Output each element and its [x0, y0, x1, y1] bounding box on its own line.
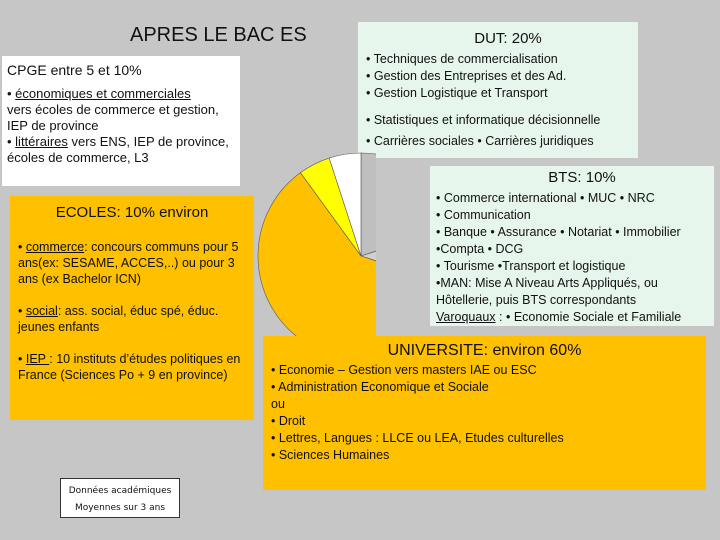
dut-line: • Gestion des Entreprises et des Ad. — [366, 69, 567, 83]
dut-line: • Carrières sociales • Carrières juridiques — [366, 134, 594, 148]
bts-line: • Commerce international • MUC • NRC — [436, 191, 655, 205]
bts-line: • Tourisme •Transport et logistique — [436, 259, 626, 273]
dut-box — [358, 22, 638, 158]
bts-line: •MAN: Mise A Niveau Arts Appliqués, ou Hôtellerie, puis BTS correspondants — [436, 276, 658, 307]
bts-line: • Banque • Assurance • Notariat • Immobilier — [436, 225, 681, 239]
cpge-text: • économiques et commerciales vers écoles de commerce et gestion, IEP de province • littéraires vers ENS, IEP de province, écoles de commerce, L3 — [7, 86, 229, 165]
dut-line: • Statistiques et informatique décisionnelle — [366, 113, 601, 127]
source-note-line2: Moyennes sur 3 ans — [74, 503, 166, 513]
cpge-box — [2, 56, 240, 186]
page-title: APRES LE BAC ES — [130, 24, 307, 46]
universite-line: • Administration Economique et Sociale — [271, 380, 489, 394]
universite-box — [263, 336, 706, 490]
dut-heading: DUT: 20% — [474, 30, 542, 47]
universite-line: • Droit — [271, 414, 306, 428]
ecoles-link-commerce[interactable]: commerce — [25, 240, 85, 254]
universite-heading: UNIVERSITE: environ 60% — [387, 342, 582, 359]
ecoles-item: • commerce: concours communs pour 5 ans(ex: SESAME, ACCES,..) ou pour 3 ans (ex Bachelor ICN) — [18, 240, 239, 286]
dut-line: • Gestion Logistique et Transport — [366, 86, 548, 100]
ecoles-link-social[interactable]: social — [25, 304, 58, 318]
ecoles-item: • IEP : 10 instituts d’études politiques en France (Sciences Po + 9 en province) — [18, 352, 241, 382]
ecoles-box — [10, 196, 254, 420]
ecoles-link-iep[interactable]: IEP — [25, 352, 50, 366]
bts-link-varoquaux[interactable]: Varoquaux — [436, 310, 496, 324]
pie-slice-dut — [361, 153, 376, 256]
ecoles-item: • social: ass. social, éduc spé, éduc. jeunes enfants — [18, 304, 219, 334]
bts-line: •Compta • DCG — [436, 242, 524, 256]
bts-heading: BTS: 10% — [548, 169, 616, 186]
source-note-line1: Données académiques — [68, 486, 172, 496]
universite-line: ou — [271, 397, 285, 411]
dut-line: • Techniques de commercialisation — [366, 52, 558, 66]
bts-box — [430, 166, 714, 326]
bts-line-last: Varoquaux : • Economie Sociale et Familiale — [436, 310, 682, 324]
cpge-link-eco[interactable]: économiques et commerciales — [15, 86, 191, 101]
cpge-link-lit[interactable]: littéraires — [15, 134, 68, 149]
bts-line: • Communication — [436, 208, 531, 222]
universite-line: • Economie – Gestion vers masters IAE ou ESC — [271, 363, 537, 377]
source-note — [60, 478, 180, 518]
universite-line: • Lettres, Langues : LLCE ou LEA, Etudes culturelles — [271, 431, 564, 445]
universite-line: • Sciences Humaines — [271, 448, 390, 462]
ecoles-heading: ECOLES: 10% environ — [55, 204, 209, 221]
cpge-heading: CPGE entre 5 et 10% — [7, 62, 142, 78]
distribution-pie-chart — [256, 151, 376, 361]
